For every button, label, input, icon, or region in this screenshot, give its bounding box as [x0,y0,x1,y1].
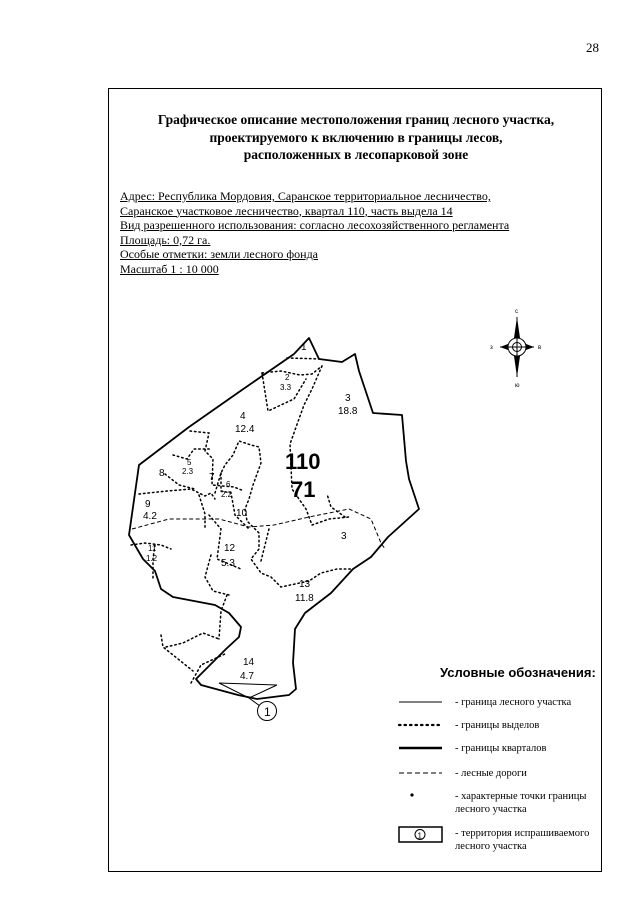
plot-3-area: 18.8 [338,406,358,417]
usage-line: Вид разрешенного использования: согласно лесохозяйственного регламента [120,218,510,233]
plot-13-area: 11.8 [295,593,314,604]
plot-3-number: 3 [345,393,351,404]
plot-11-area: 1.2 [146,554,158,563]
compass-north: с [515,309,518,315]
legend-territory-symbol: 1 [417,831,422,841]
plot-6-number: 6 [226,480,231,489]
plot-2-number: 2 [285,373,290,382]
legend-points-text-2: лесного участка [455,803,527,815]
compass-icon [490,309,541,389]
legend-territory [455,828,589,853]
plot-9-area: 4.2 [143,511,157,522]
plot-9-number: 9 [145,499,151,510]
plot-12-area: 5.3 [221,558,235,569]
address-line-2: Саранское участковое лесничество, квартал 110, часть выдела 14 [120,203,453,218]
legend-quarter-boundaries [455,743,547,756]
plot-12-number: 12 [224,543,236,554]
compass-east: в [538,345,542,351]
plot-3b-number: 3 [341,531,347,542]
plot-6-area: 2.2 [221,490,233,499]
title-line-1: Графическое описание местоположения границ лесного участка, [157,112,555,127]
notes-line: Особые отметки: земли лесного фонда [120,247,319,262]
legend-symbols [399,702,442,842]
plot-8-number: 8 [159,468,165,479]
legend-boundary-points [455,791,586,816]
scale-line: Масштаб 1 : 10 000 [120,261,219,276]
area-line: Площадь: 0,72 га. [120,232,211,247]
page-number: 28 [586,40,599,55]
plot-7-number: 7 [209,472,215,483]
legend-territory-text-1: - территория испрашиваемого [455,828,590,839]
plot-labels [143,342,358,682]
plot-11-number: 11 [148,544,157,553]
map-sheet-frame [108,88,602,872]
legend-forest-roads [455,768,527,781]
forest-roads [132,509,385,549]
legend-forest-roads-text: - лесные дороги [455,768,527,779]
plot-4-number: 4 [240,411,246,422]
boundary-point-label: 1 [264,705,271,719]
plot-5-number: 5 [187,458,192,467]
requested-parcel [219,683,277,721]
plot-5-area: 2.3 [182,467,194,476]
legend-territory-text-2: лесного участка [455,840,527,852]
quarter-area: 71 [291,477,316,502]
legend-plot-boundaries-text: - границы выделов [455,720,540,731]
plot-4-area: 12.4 [235,424,255,435]
plot-1-number: 1 [301,342,307,353]
legend-plot-boundaries [455,720,539,733]
title-line-2: проектируемого к включению в границы лесов, [209,129,503,145]
legend-point-icon [410,793,413,796]
plot-14-number: 14 [243,657,255,668]
legend-parcel-boundary-text: - граница лесного участка [455,697,572,708]
title-line-3: расположенных в лесопарковой зоне [243,147,469,162]
plot-2-area: 3.3 [280,383,292,392]
legend-parcel-boundary [455,697,571,710]
plot-13-number: 13 [299,579,311,590]
compass-west: з [490,345,493,351]
address-line-1: Адрес: Республика Мордовия, Саранское территориальное лесничество, [120,189,491,203]
compass-south: ю [515,383,520,389]
legend-quarter-boundaries-text: - границы кварталов [455,743,547,754]
quarter-number: 110 [285,449,321,474]
legend-title: Условные обозначения: [440,665,596,680]
plot-10-number: 10 [236,508,248,519]
legend-points-text-1: - характерные точки границы [455,791,587,802]
plot-14-area: 4.7 [240,671,254,682]
